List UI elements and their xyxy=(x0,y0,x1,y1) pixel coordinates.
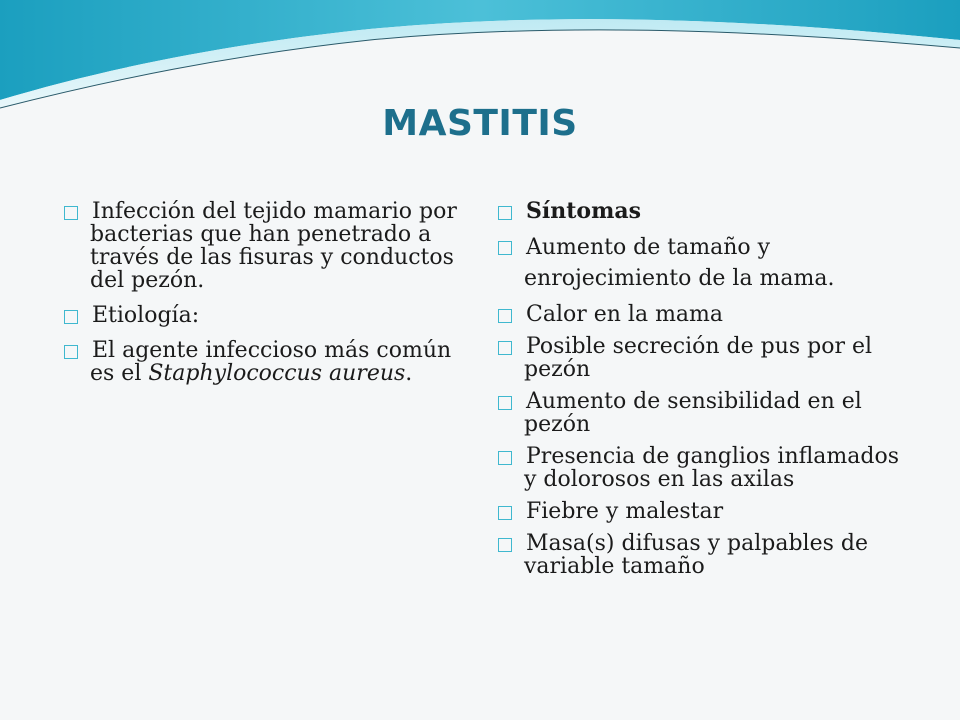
list-heading xyxy=(498,200,908,223)
bullet-box-icon xyxy=(498,241,512,255)
item-text: Fiebre y malestar xyxy=(526,499,724,524)
bullet-box-icon xyxy=(498,309,512,323)
symptoms-heading: Síntomas xyxy=(526,198,641,224)
bullet-box-icon xyxy=(64,345,78,359)
item-text-part: El agente infeccioso más común es el xyxy=(90,338,452,386)
list-item xyxy=(498,532,908,578)
list-item xyxy=(498,500,908,523)
bullet-box-icon xyxy=(498,206,512,220)
item-text: Presencia de ganglios inflamados y dolorosos en las axilas xyxy=(524,444,900,492)
organism-name: Staphylococcus aureus xyxy=(148,361,406,386)
bullet-box-icon xyxy=(498,506,512,520)
item-text: Aumento de sensibilidad en el pezón xyxy=(524,389,862,437)
bullet-box-icon xyxy=(498,451,512,465)
item-text-part: . xyxy=(405,361,413,386)
list-item xyxy=(64,304,464,327)
right-column xyxy=(498,200,908,587)
slide-title: MASTITIS xyxy=(382,103,578,144)
bullet-box-icon xyxy=(498,396,512,410)
list-item xyxy=(64,339,464,385)
item-text: Posible secreción de pus por el pezón xyxy=(524,334,873,382)
item-text: Etiología: xyxy=(92,303,200,328)
bullet-box-icon xyxy=(498,341,512,355)
item-text xyxy=(90,338,451,386)
list-item xyxy=(498,445,908,491)
list-item xyxy=(498,335,908,381)
item-text: Masa(s) difusas y palpables de variable tamaño xyxy=(524,531,868,579)
bullet-box-icon xyxy=(64,310,78,324)
bullet-box-icon xyxy=(498,538,512,552)
item-text: Infección del tejido mamario por bacterias que han penetrado a través de las fisuras y conductos del pezón. xyxy=(90,199,457,293)
header-wave-decoration xyxy=(0,0,960,110)
item-text: Aumento de tamaño y enrojecimiento de la mama. xyxy=(524,235,835,291)
list-item xyxy=(498,303,908,326)
list-item xyxy=(498,232,908,294)
bullet-box-icon xyxy=(64,206,78,220)
list-item xyxy=(64,200,464,292)
left-column xyxy=(64,200,464,397)
list-item xyxy=(498,390,908,436)
item-text: Calor en la mama xyxy=(526,302,724,327)
